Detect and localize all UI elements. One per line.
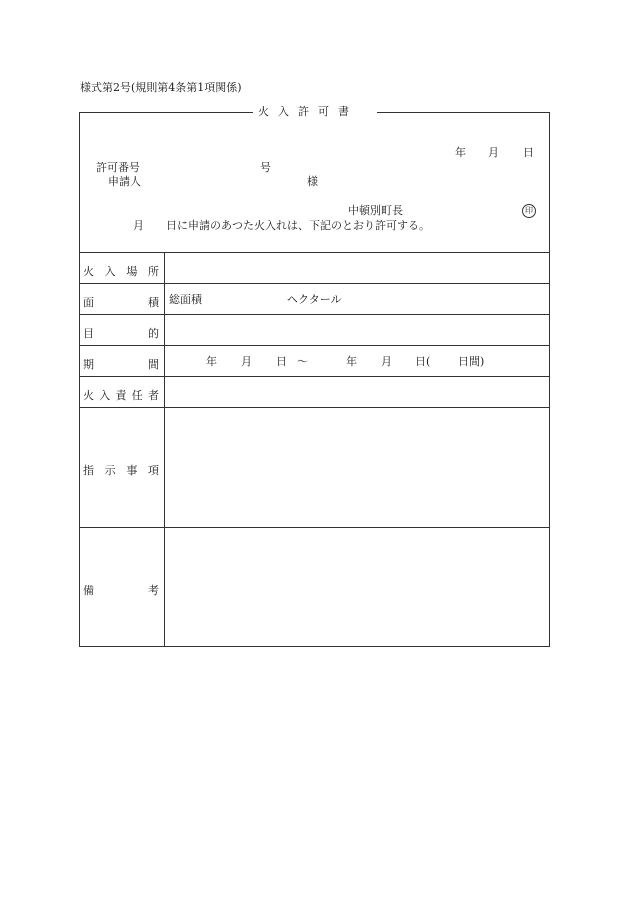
issuer-name: 中頓別町長 — [348, 204, 403, 217]
period-days: 日間) — [458, 355, 485, 368]
area-unit: ヘクタール — [287, 293, 342, 306]
label-char: 者 — [148, 389, 159, 402]
permit-number-label: 許可番号 — [96, 161, 140, 174]
label-char: 任 — [131, 389, 143, 402]
row-label-responsible-person — [83, 387, 159, 403]
honorific: 様 — [307, 175, 318, 188]
label-char: 面 — [83, 296, 94, 309]
permit-number-suffix: 号 — [260, 161, 271, 174]
label-char: 示 — [104, 464, 116, 477]
row-divider — [79, 283, 550, 284]
applicant-label: 申請人 — [108, 175, 141, 188]
row-label-area — [83, 294, 159, 310]
row-label-remarks — [83, 582, 159, 598]
label-char: 積 — [148, 296, 159, 309]
label-char: 期 — [83, 358, 94, 371]
seal-mark: 印 — [522, 204, 536, 218]
label-char: 入 — [104, 265, 116, 278]
label-char: 目 — [83, 327, 94, 340]
label-char: 火 — [83, 265, 94, 278]
period-from-month: 月 — [241, 355, 252, 368]
period-to-year: 年 — [346, 355, 357, 368]
label-char: 入 — [99, 389, 111, 402]
total-area-label: 総面積 — [169, 293, 202, 306]
label-char: 備 — [83, 584, 94, 597]
form-title: 火入許可書 — [258, 105, 358, 118]
row-label-purpose — [83, 325, 159, 341]
label-char: 場 — [126, 265, 138, 278]
label-char: 考 — [148, 584, 159, 597]
row-divider — [79, 376, 550, 377]
row-label-instructions — [83, 462, 159, 478]
label-char: 責 — [115, 389, 127, 402]
period-to-month: 月 — [381, 355, 392, 368]
row-divider — [79, 252, 550, 253]
row-label-period — [83, 356, 159, 372]
label-column-divider — [164, 252, 165, 647]
label-char: 事 — [126, 464, 138, 477]
date-day: 日 — [523, 146, 534, 159]
label-char: 間 — [148, 358, 159, 371]
row-divider — [79, 314, 550, 315]
label-char: 所 — [147, 265, 159, 278]
row-divider — [79, 345, 550, 346]
form-frame — [79, 112, 550, 647]
date-year: 年 — [455, 146, 466, 159]
period-to-day: 日( — [415, 355, 431, 368]
period-tilde: 〜 — [297, 355, 308, 368]
label-char: 火 — [83, 389, 94, 402]
statement-text: 日に申請のあつた火入れは、下記のとおり許可する。 — [166, 219, 430, 232]
row-divider — [79, 407, 550, 408]
row-divider — [79, 527, 550, 528]
label-char: 項 — [147, 464, 159, 477]
label-char: 指 — [83, 464, 94, 477]
period-from-day: 日 — [276, 355, 287, 368]
label-char: 的 — [148, 327, 159, 340]
form-number-label: 様式第2号(規則第4条第1項関係) — [80, 81, 242, 94]
row-label-burn-location — [83, 263, 159, 279]
period-from-year: 年 — [206, 355, 217, 368]
date-month: 月 — [488, 146, 499, 159]
statement-month: 月 — [133, 219, 144, 232]
